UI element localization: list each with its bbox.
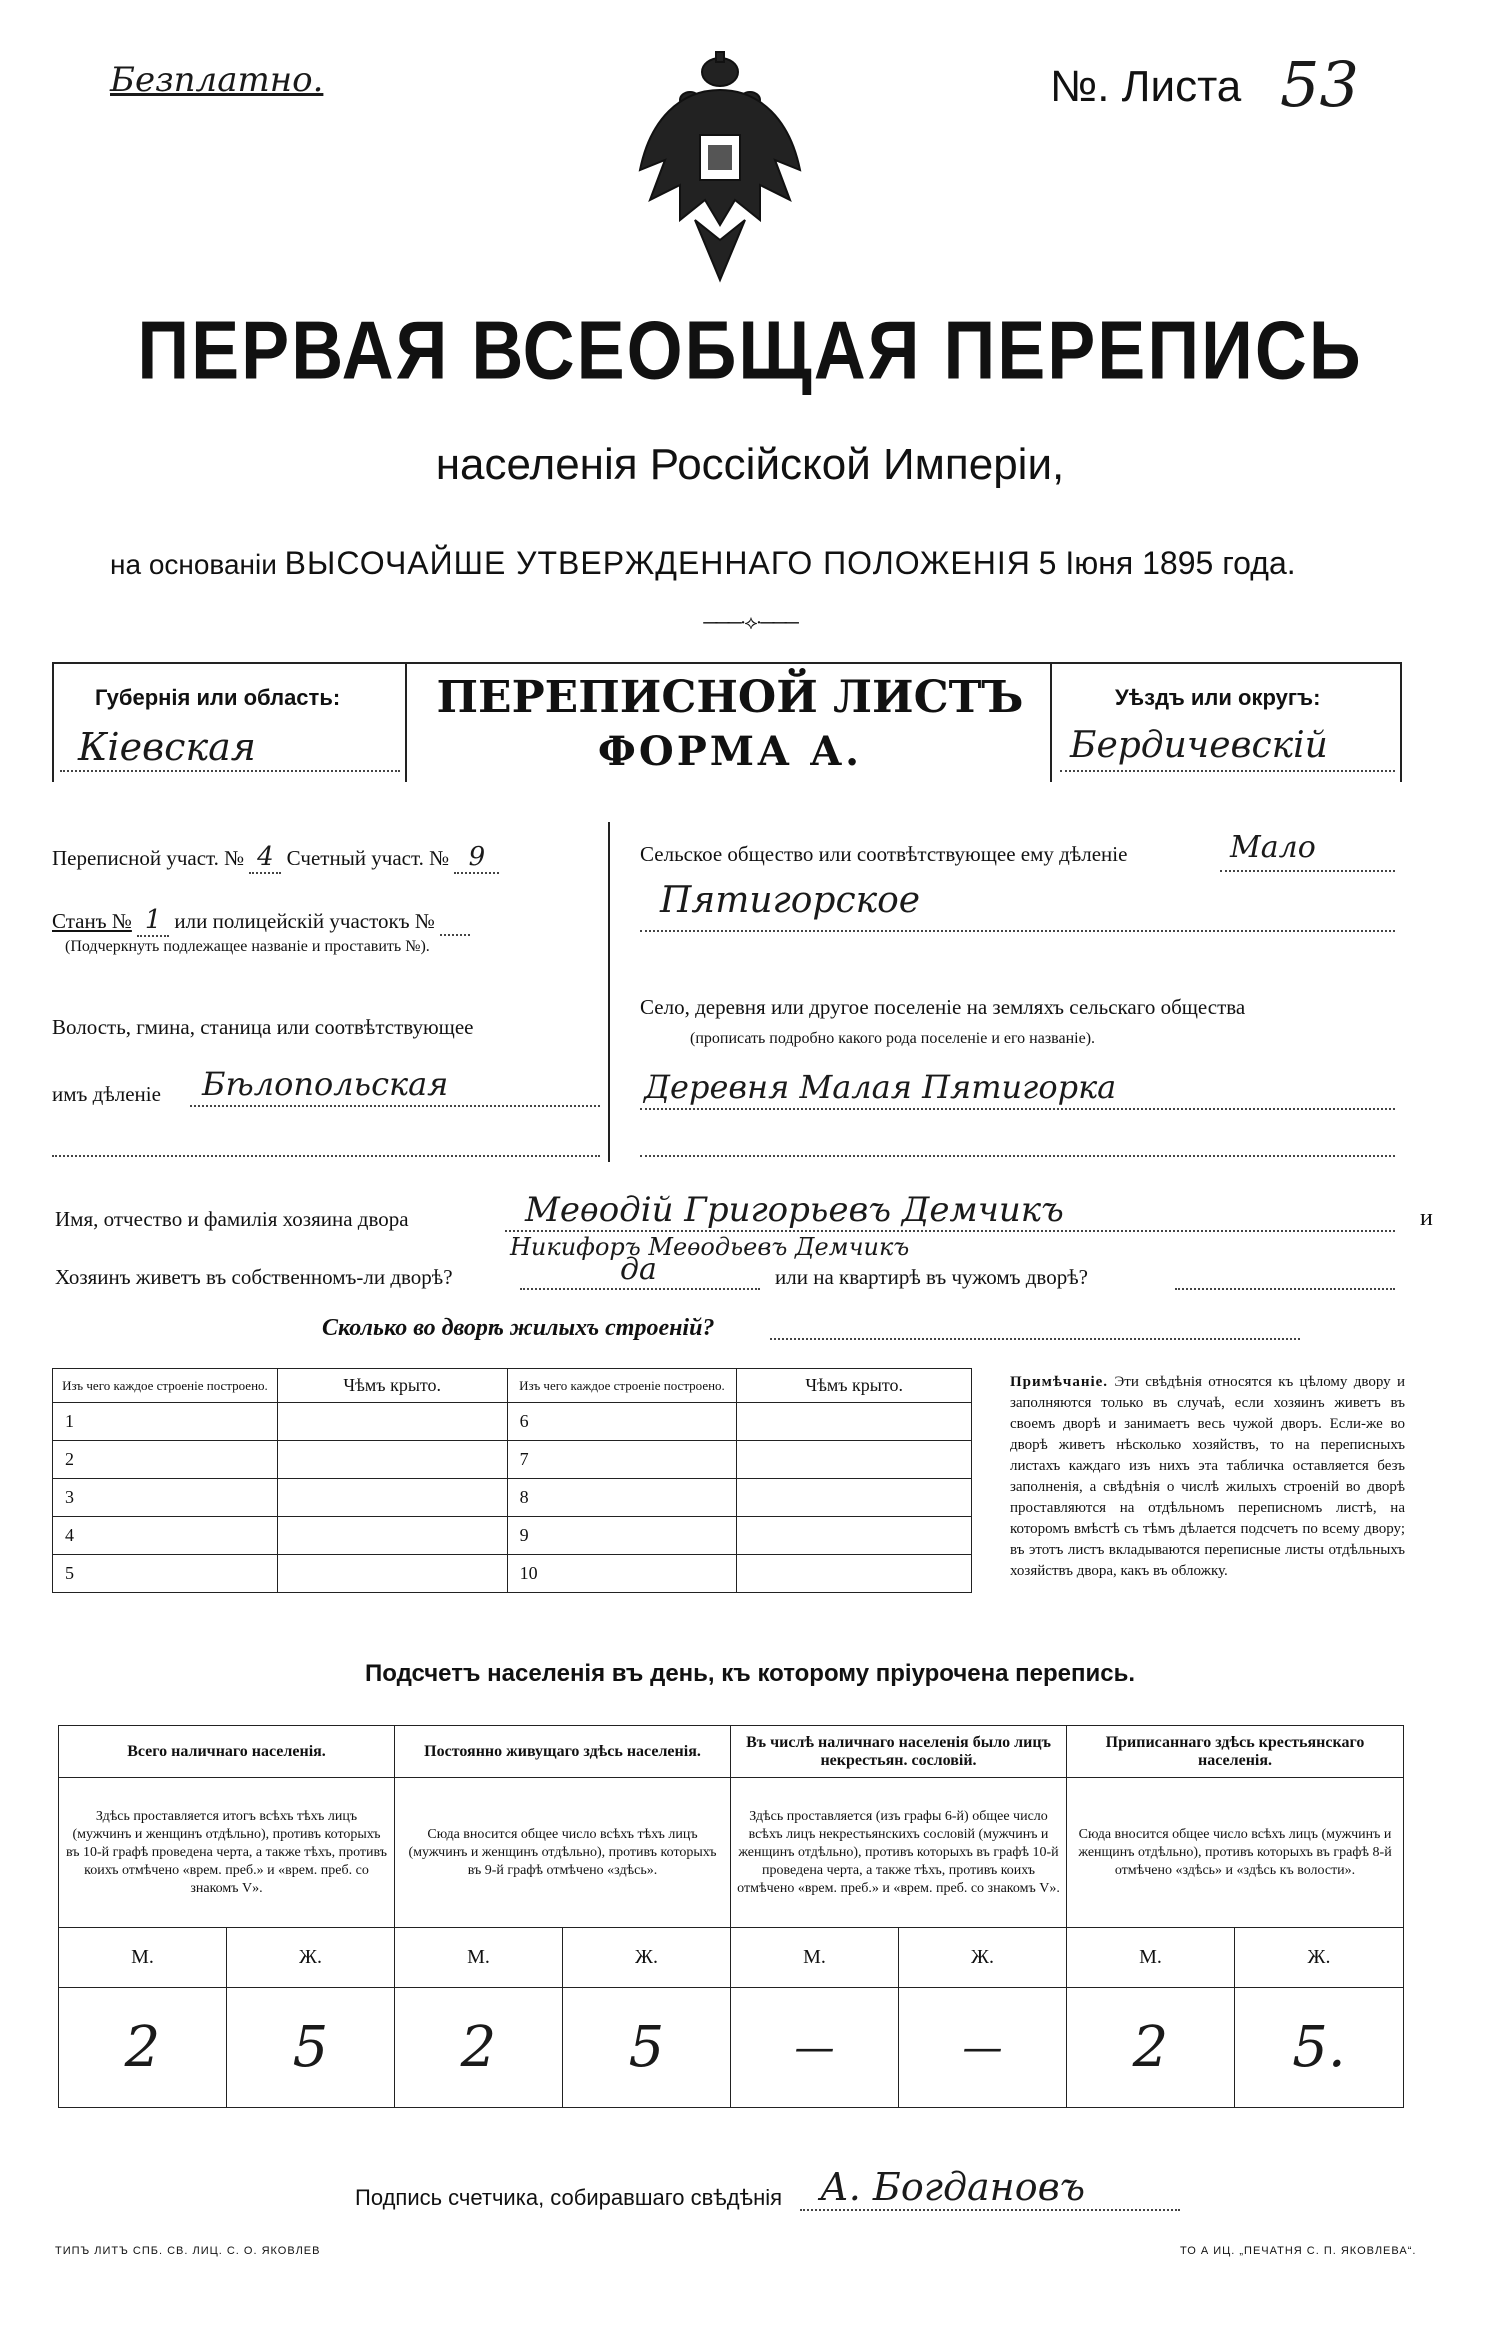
female-label: Ж. — [1235, 1928, 1404, 1988]
sheet-number-label: №. Листа — [1050, 62, 1242, 111]
row-number: 2 — [53, 1441, 278, 1479]
permanent-female-value[interactable]: 5 — [563, 1988, 731, 2108]
ornament-divider: ───·⟡·─── — [703, 612, 797, 634]
free-label: Безплатно. — [110, 60, 324, 100]
registered-female-value[interactable]: 5. — [1235, 1988, 1404, 2108]
row-number: 6 — [507, 1403, 737, 1441]
note-block — [1010, 1372, 1405, 1582]
pop-col-head: Приписаннаго здѣсь крестьянскаго населенія. — [1067, 1726, 1404, 1778]
footer-right: ТО А ИЦ. „ПЕЧАТНЯ С. П. ЯКОВЛЕВА“. — [1180, 2245, 1417, 2257]
form-divider-left — [405, 662, 407, 782]
row-number: 3 — [53, 1479, 278, 1517]
society-field[interactable] — [1220, 830, 1395, 872]
row-number: 7 — [507, 1441, 737, 1479]
sheet-title: ПЕРЕПИСНОЙ ЛИСТЪ — [436, 672, 1024, 723]
table-row — [53, 1479, 972, 1517]
form-divider-right — [1050, 662, 1052, 782]
owner-name-value: Меѳодій Григорьевъ Демчикъ — [525, 1190, 1064, 1230]
page-title: ПЕРВАЯ ВСЕОБЩАЯ ПЕРЕПИСЬ — [137, 305, 1363, 397]
pop-col-desc: Сюда вносится общее число всѣхъ лицъ (мужчинъ и женщинъ отдѣльно), противъ которыхъ въ графѣ 8-й отмѣчено «здѣсь» и «здѣсь къ волости». — [1067, 1778, 1404, 1928]
pop-col-desc: Здѣсь проставляется (изъ графы 6-й) общее число всѣхъ лицъ некрестьянскихъ сословій (мужчинъ и женщинъ отдѣльно), противъ которыхъ въ графѣ 10-й проведена черта, а также тѣхъ, противъ коихъ отмѣчено «врем. преб.» и «врем. преб. со знакомъ V». — [731, 1778, 1067, 1928]
row-number: 4 — [53, 1517, 278, 1555]
female-label: Ж. — [227, 1928, 395, 1988]
roof-cell[interactable] — [277, 1479, 507, 1517]
roof-cell[interactable] — [737, 1555, 972, 1593]
buildings-field[interactable] — [770, 1302, 1300, 1340]
note-text: Эти свѣдѣнія относятся къ цѣлому двору и заполняются только въ случаѣ, если хозяинъ живетъ въ своемъ дворѣ и занимаетъ весь чужой дворъ. Если-же во дворѣ живетъ нѣсколько хозяйствъ, то на переписныхъ листахъ каждаго изъ нихъ эта табличка оставляется безъ заполненія, а свѣдѣнія о числѣ жилыхъ строеній во дворѣ проставляются на отдѣльномъ переписномъ листѣ, на которомъ вмѣстѣ съ тѣмъ дѣлается подсчетъ по всему двору; въ этотъ листъ вкладываются переписные листы отдѣльныхъ хозяйствъ двора, какъ въ обложку. — [1010, 1374, 1406, 1579]
footer-left: ТИПЪ ЛИТЪ СПБ. СВ. ЛИЦ. С. О. ЯКОВЛЕВ — [55, 2245, 321, 2257]
legal-basis-prefix: на основаніи — [110, 549, 277, 580]
legal-basis-date: 5 Іюня 1895 года. — [1038, 545, 1296, 581]
row-number: 9 — [507, 1517, 737, 1555]
table-row — [53, 1555, 972, 1593]
table-row — [53, 1403, 972, 1441]
volost-value: Бѣлопольская — [202, 1065, 449, 1103]
owner-name-value-2: Никифоръ Меѳодьевъ Демчикъ — [510, 1233, 910, 1261]
roof-cell[interactable] — [737, 1479, 972, 1517]
society-field-2[interactable] — [640, 880, 1395, 932]
signature-value: А. Богдановъ — [820, 2165, 1086, 2209]
buildings-label: Сколько во дворѣ жилыхъ строеній? — [322, 1315, 715, 1341]
roof-cell[interactable] — [277, 1517, 507, 1555]
owner-name-field[interactable] — [505, 1190, 1395, 1232]
owner-rent-label: или на квартирѣ въ чужомъ дворѣ? — [775, 1265, 1088, 1289]
table-row — [53, 1441, 972, 1479]
village-note: (прописать подробно какого рода поселеніе и его названіе). — [690, 1030, 1096, 1047]
stan-label: Станъ № — [52, 909, 132, 933]
volost-label-2: имъ дѣленіе — [52, 1082, 161, 1106]
owner-name-suffix: и — [1420, 1205, 1433, 1231]
form-left-rule — [52, 662, 54, 782]
pop-col-head: Постоянно живущаго здѣсь населенія. — [395, 1726, 731, 1778]
roof-cell[interactable] — [277, 1441, 507, 1479]
pop-col-desc: Сюда вносится общее число всѣхъ тѣхъ лицъ (мужчинъ и женщинъ отдѣльно), противъ которыхъ въ 9-й графѣ отмѣчено «здѣсь». — [395, 1778, 731, 1928]
note-head: Примѣчаніе. — [1010, 1374, 1109, 1390]
volost-label: Волость, гмина, станица или соотвѣтствующее — [52, 1015, 474, 1039]
society-label: Сельское общество или соотвѣтствующее ему дѣленіе — [640, 842, 1128, 866]
pop-col-head: Въ числѣ наличнаго населенія было лицъ некрестьян. сословій. — [731, 1726, 1067, 1778]
roof-cell[interactable] — [277, 1555, 507, 1593]
total-male-value[interactable]: 2 — [59, 1988, 227, 2108]
col-built-left: Изъ чего каждое строеніе построено. — [53, 1369, 278, 1403]
buildings-table — [52, 1368, 972, 1593]
society-value-2: Пятигорское — [660, 880, 921, 921]
census-uchastok-value[interactable]: 4 — [249, 842, 281, 874]
owner-name-label: Имя, отчество и фамилія хозяина двора — [55, 1207, 409, 1231]
uezd-value: Бердичевскій — [1070, 725, 1328, 766]
roof-cell[interactable] — [737, 1403, 972, 1441]
col-roof-right: Чѣмъ крыто. — [737, 1369, 972, 1403]
owner-rent-field[interactable] — [1175, 1252, 1395, 1290]
male-label: М. — [731, 1928, 899, 1988]
table-row — [53, 1517, 972, 1555]
row-number: 8 — [507, 1479, 737, 1517]
total-female-value[interactable]: 5 — [227, 1988, 395, 2108]
village-value: Деревня Малая Пятигорка — [644, 1068, 1117, 1106]
police-label: или полицейскій участокъ № — [174, 909, 435, 933]
owner-lives-field[interactable] — [520, 1252, 760, 1290]
pop-col-desc: Здѣсь проставляется итогъ всѣхъ тѣхъ лицъ (мужчинъ и женщинъ отдѣльно), противъ которыхъ въ 10-й графѣ проведена черта, а также тѣхъ, противъ коихъ отмѣчено «врем. преб.» и «врем. преб. со знакомъ V». — [59, 1778, 395, 1928]
permanent-male-value[interactable]: 2 — [395, 1988, 563, 2108]
row-number: 5 — [53, 1555, 278, 1593]
roof-cell[interactable] — [737, 1517, 972, 1555]
sheet-number-value: 53 — [1280, 48, 1359, 121]
male-label: М. — [1067, 1928, 1235, 1988]
page-subtitle: населенія Россійской Имперіи, — [435, 440, 1065, 489]
row-number: 1 — [53, 1403, 278, 1441]
imperial-eagle-emblem — [620, 50, 820, 290]
gubernia-label: Губернія или область: — [95, 685, 341, 710]
owner-lives-label: Хозяинъ живетъ въ собственномъ-ли дворѣ? — [55, 1265, 453, 1289]
uezd-field[interactable] — [1060, 725, 1395, 772]
female-label: Ж. — [563, 1928, 731, 1988]
count-uchastok-value[interactable]: 9 — [454, 842, 499, 874]
legal-basis-main: ВЫСОЧАЙШЕ УТВЕРЖДЕННАГО ПОЛОЖЕНІЯ — [284, 545, 1031, 581]
population-table — [58, 1725, 1404, 2108]
form-label: ФОРМА А. — [597, 728, 863, 775]
roof-cell[interactable] — [277, 1403, 507, 1441]
legal-basis — [110, 545, 1296, 582]
population-title: Подсчетъ населенія въ день, къ которому пріурочена перепись. — [365, 1660, 1135, 1687]
male-label: М. — [395, 1928, 563, 1988]
signature-label: Подпись счетчика, собиравшаго свѣдѣнія — [355, 2185, 783, 2210]
gubernia-field[interactable] — [60, 725, 400, 772]
col-built-right: Изъ чего каждое строеніе построено. — [507, 1369, 737, 1403]
row-number: 10 — [507, 1555, 737, 1593]
form-top-rule — [52, 662, 1402, 664]
village-label: Село, деревня или другое поселеніе на земляхъ сельскаго общества — [640, 995, 1246, 1019]
roof-cell[interactable] — [737, 1441, 972, 1479]
census-uchastok — [52, 842, 499, 874]
male-label: М. — [59, 1928, 227, 1988]
volost-field[interactable] — [190, 1065, 600, 1107]
count-uchastok-label: Счетный участ. № — [286, 846, 450, 870]
owner-lives-value: да — [620, 1252, 657, 1287]
society-value-1: Мало — [1230, 830, 1316, 865]
stan-row — [52, 905, 470, 937]
nonpeasant-female-value[interactable]: — — [899, 1988, 1067, 2108]
registered-male-value[interactable]: 2 — [1067, 1988, 1235, 2108]
nonpeasant-male-value[interactable]: — — [731, 1988, 899, 2108]
signature-field[interactable] — [800, 2165, 1180, 2211]
village-field[interactable] — [640, 1068, 1395, 1110]
village-field-2[interactable] — [640, 1115, 1395, 1157]
col-roof-left: Чѣмъ крыто. — [277, 1369, 507, 1403]
uezd-label: Уѣздъ или округъ: — [1115, 685, 1321, 710]
stan-value[interactable]: 1 — [137, 905, 169, 937]
pop-col-head: Всего наличнаго населенія. — [59, 1726, 395, 1778]
female-label: Ж. — [899, 1928, 1067, 1988]
census-uchastok-label: Переписной участ. № — [52, 846, 245, 870]
police-note: (Подчеркнуть подлежащее названіе и проставить №). — [65, 938, 430, 955]
form-right-rule — [1400, 662, 1402, 782]
district-divider — [608, 822, 610, 1162]
gubernia-value: Кіевская — [78, 725, 256, 769]
police-field[interactable] — [440, 909, 470, 936]
volost-field-2[interactable] — [52, 1115, 600, 1157]
